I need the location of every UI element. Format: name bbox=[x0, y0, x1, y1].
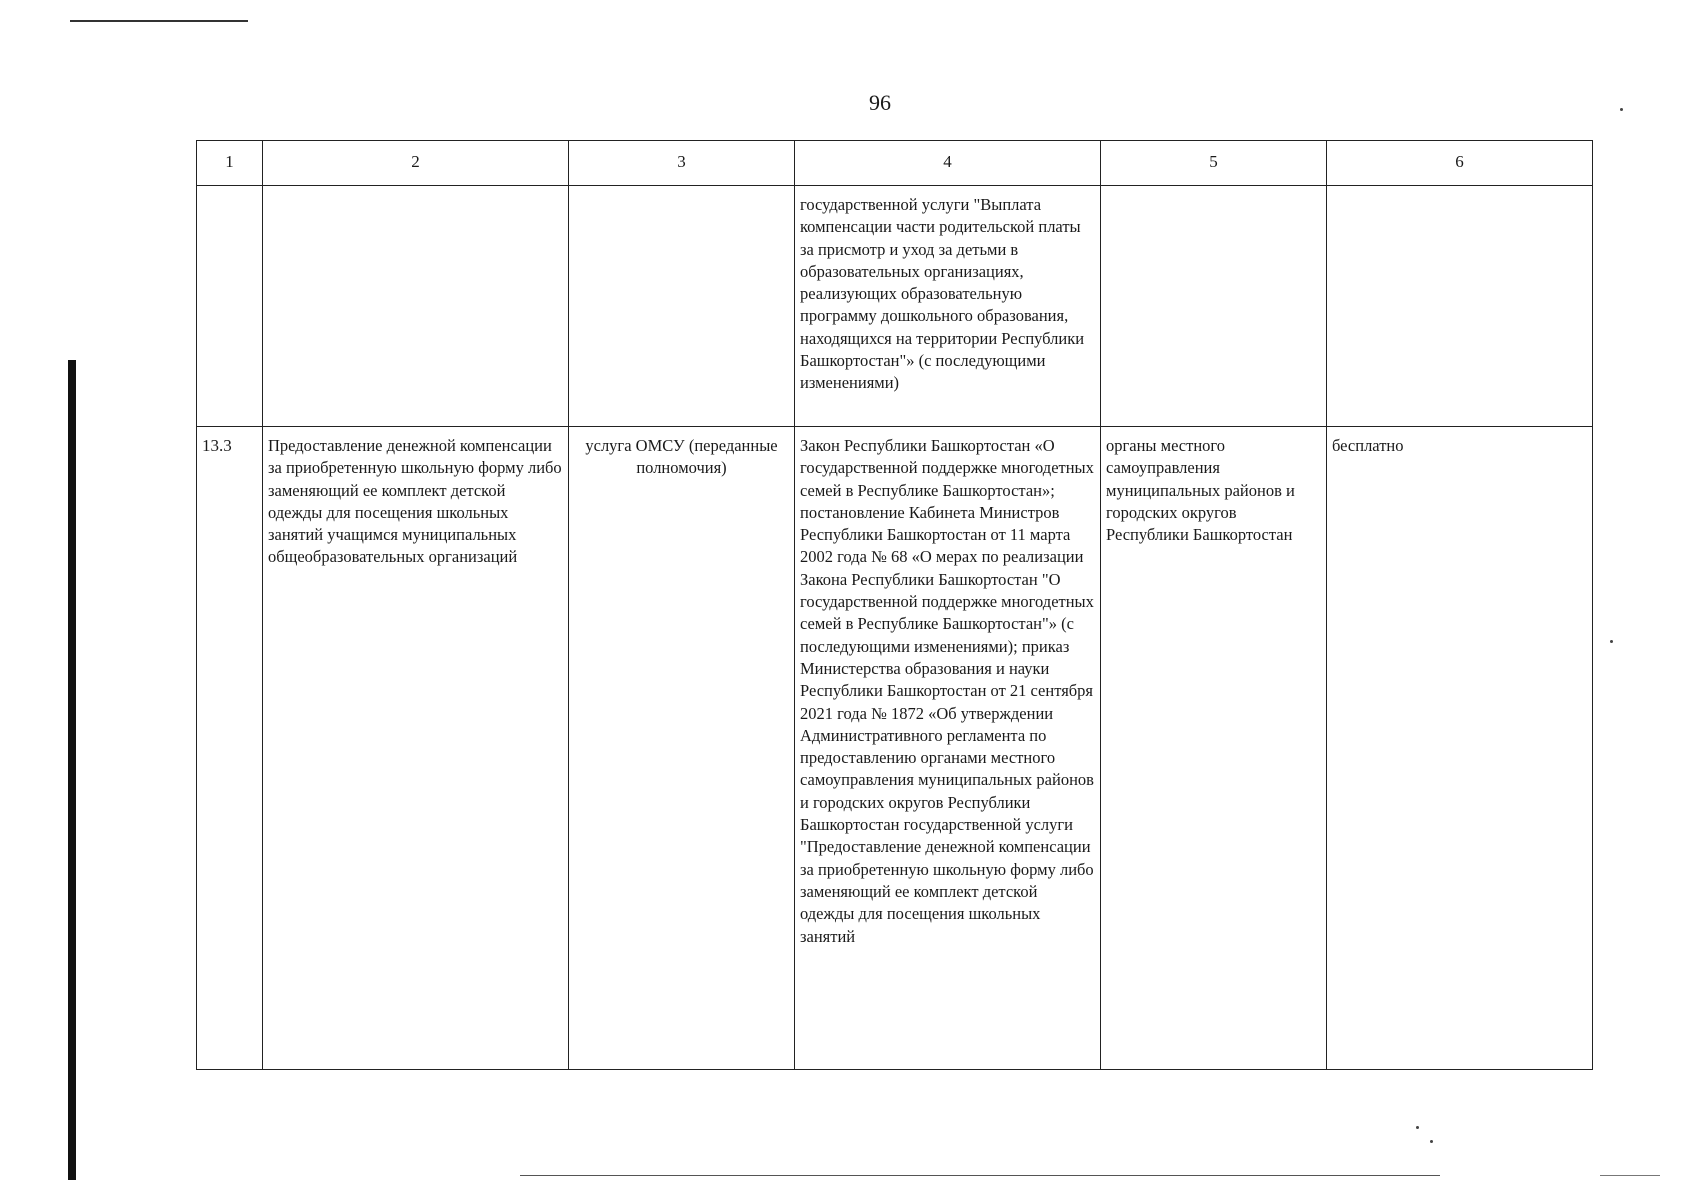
scan-artifact-top-line bbox=[70, 20, 248, 22]
cell-service-type: услуга ОМСУ (переданные полномочия) bbox=[569, 427, 795, 1070]
header-col-5: 5 bbox=[1101, 141, 1327, 186]
scan-artifact-bottom-line-right bbox=[1600, 1175, 1660, 1176]
cell-legal-basis: государственной услуги "Выплата компенсации части родительской платы за присмотр и уход за детьми в образовательных организациях, реализующих образовательную программу дошкольного образования, находящихся на территории Республики Башкортостан"» (с последующими изменениями) bbox=[795, 186, 1101, 427]
cell-legal-basis: Закон Республики Башкортостан «О государственной поддержке многодетных семей в Республике Башкортостан»; постановление Кабинета Министров Республики Башкортостан от 11 марта 2002 года № 68 «О мерах по реализации Закона Республики Башкортостан "О государственной поддержке многодетных семей в Республике Башкортостан"» (с последующими изменениями); приказ Министерства образования и науки Республики Башкортостан от 21 сентября 2021 года № 1872 «Об утверждении Административного регламента по предоставлению органами местного самоуправления муниципальных районов и городских округов Республики Башкортостан государственной услуги "Предоставление денежной компенсации за приобретенную школьную форму либо заменяющий ее комплект детской одежды для посещения школьных занятий bbox=[795, 427, 1101, 1070]
cell-provider: органы местного самоуправления муниципальных районов и городских округов Республики Башкортостан bbox=[1101, 427, 1327, 1070]
cell-cost bbox=[1327, 186, 1593, 427]
header-col-4: 4 bbox=[795, 141, 1101, 186]
scan-artifact-left-bar bbox=[68, 360, 76, 1180]
scan-artifact-bottom-line bbox=[520, 1175, 1440, 1176]
scan-speck bbox=[1610, 640, 1613, 643]
header-col-3: 3 bbox=[569, 141, 795, 186]
cell-service-name bbox=[263, 186, 569, 427]
header-col-1: 1 bbox=[197, 141, 263, 186]
cell-provider bbox=[1101, 186, 1327, 427]
cell-cost: бесплатно bbox=[1327, 427, 1593, 1070]
header-col-2: 2 bbox=[263, 141, 569, 186]
page-number: 96 bbox=[869, 90, 891, 115]
table-row-continuation bbox=[197, 186, 1593, 427]
table-header-row bbox=[197, 141, 1593, 186]
cell-service-type bbox=[569, 186, 795, 427]
services-table bbox=[196, 140, 1593, 1070]
scan-speck bbox=[1430, 1140, 1433, 1143]
cell-number bbox=[197, 186, 263, 427]
scan-speck bbox=[1416, 1126, 1419, 1129]
table-row-13-3 bbox=[197, 427, 1593, 1070]
header-col-6: 6 bbox=[1327, 141, 1593, 186]
cell-service-name: Предоставление денежной компенсации за приобретенную школьную форму либо заменяющий ее комплект детской одежды для посещения школьных занятий учащимся муниципальных общеобразовательных организаций bbox=[263, 427, 569, 1070]
cell-number: 13.3 bbox=[197, 427, 263, 1070]
